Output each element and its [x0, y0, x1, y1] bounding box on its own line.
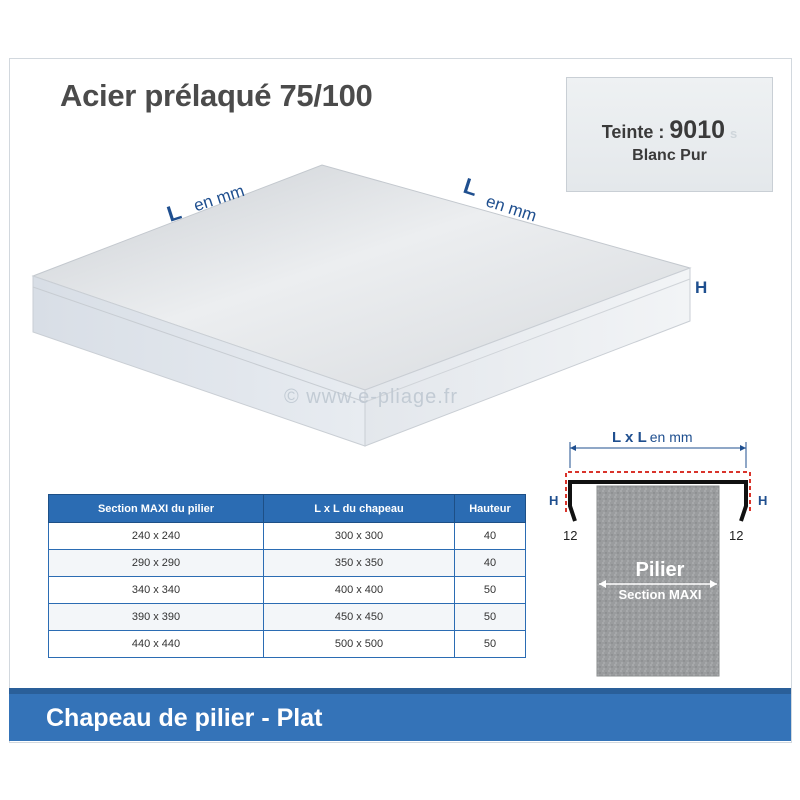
- lxl-arrow-left: [570, 445, 576, 451]
- fold-left-value: 12: [563, 528, 578, 543]
- table-cell: 400 x 400: [264, 577, 455, 604]
- diagram-h-left: H: [549, 493, 559, 508]
- table-cell: 450 x 450: [264, 604, 455, 631]
- table-row: [49, 577, 526, 604]
- lxl-text: L x L: [612, 429, 647, 446]
- table-cell: 500 x 500: [264, 631, 455, 658]
- table-cell: 340 x 340: [49, 577, 264, 604]
- table-cell: 240 x 240: [49, 523, 264, 550]
- footer-title: Chapeau de pilier - Plat: [46, 704, 323, 732]
- lxl-arrow-right: [740, 445, 746, 451]
- table-row: [49, 631, 526, 658]
- watermark: © www.e-pliage.fr: [284, 386, 459, 408]
- fold-right-value: 12: [729, 528, 744, 543]
- table-row: [49, 550, 526, 577]
- footer-banner: [9, 688, 791, 741]
- table-cell: 40: [455, 523, 526, 550]
- table-row: [49, 604, 526, 631]
- table-cell: 50: [455, 604, 526, 631]
- table-cell: 40: [455, 550, 526, 577]
- diagram-h-right: H: [758, 493, 768, 508]
- lxl-label: [612, 429, 693, 446]
- table-cell: 390 x 390: [49, 604, 264, 631]
- table-cell: 300 x 300: [264, 523, 455, 550]
- table-cell: 350 x 350: [264, 550, 455, 577]
- table-header-row: [49, 495, 526, 523]
- plate-dim-left-letter: L: [163, 198, 185, 227]
- tint-name: Blanc Pur: [632, 147, 707, 164]
- section-maxi-label: Section MAXI: [618, 587, 702, 602]
- plate-height-letter: H: [695, 278, 708, 297]
- table-cell: 290 x 290: [49, 550, 264, 577]
- lxl-unit: en mm: [649, 429, 693, 445]
- table-cell: 50: [455, 631, 526, 658]
- table-cell: 440 x 440: [49, 631, 264, 658]
- plate-dim-left-unit: en mm: [191, 181, 247, 216]
- col-header-section: Section MAXI du pilier: [49, 495, 264, 523]
- table-row: [49, 523, 526, 550]
- page-title: Acier prélaqué 75/100: [60, 78, 373, 113]
- table-cell: 50: [455, 577, 526, 604]
- tint-label: Teinte :: [601, 122, 665, 142]
- tint-suffix: s: [730, 126, 738, 141]
- plate-dim-right-unit: en mm: [483, 191, 539, 226]
- spec-table: [48, 494, 526, 658]
- tint-code: 9010: [669, 116, 726, 144]
- section-diagram: [548, 424, 778, 684]
- col-header-lxl: L x L du chapeau: [264, 495, 455, 523]
- col-header-hauteur: Hauteur: [455, 495, 526, 523]
- pilier-label: Pilier: [635, 559, 685, 581]
- plate-dim-right-letter: L: [460, 172, 481, 201]
